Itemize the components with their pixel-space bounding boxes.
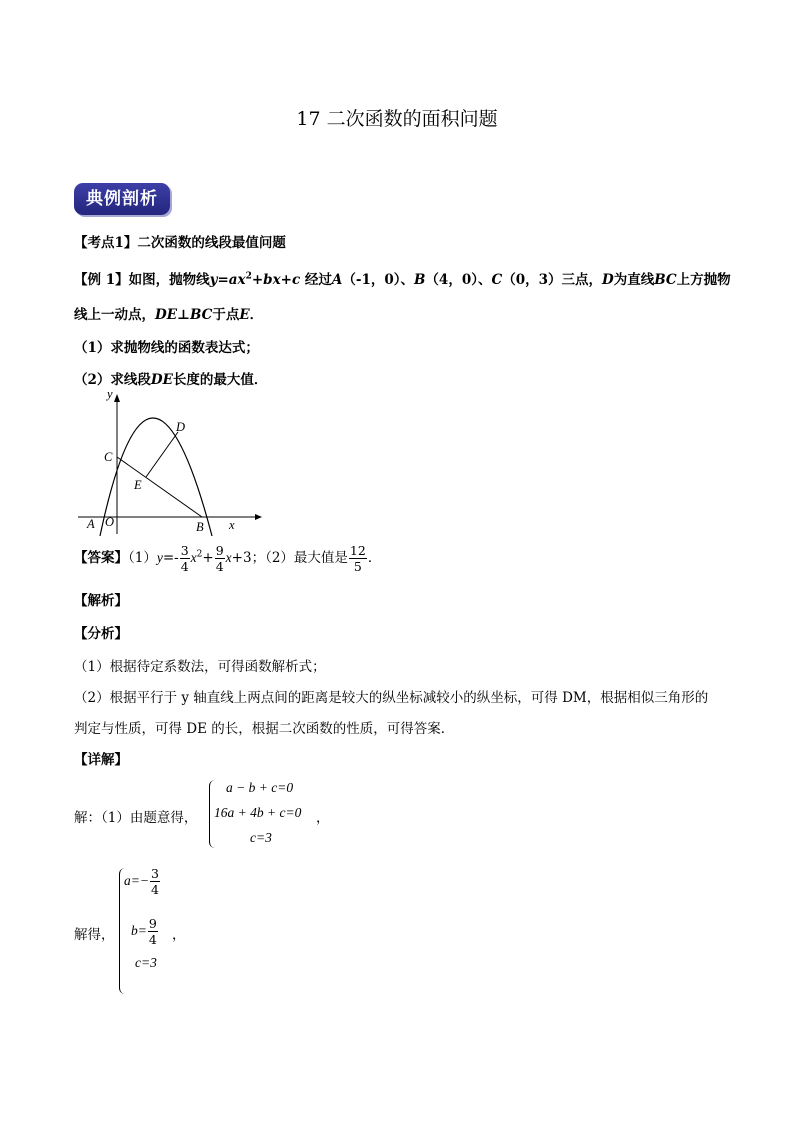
- coord-C: （0，3）三点，: [502, 272, 603, 288]
- jiexi-heading: 【解析】: [74, 593, 128, 609]
- x-axis-arrow: [255, 514, 262, 520]
- example-line-1: [74, 268, 731, 288]
- y-axis-arrow: [114, 394, 120, 402]
- label-B: B: [196, 520, 204, 534]
- q2-text: 长度的最大值．: [172, 372, 268, 388]
- label-D: D: [176, 420, 186, 434]
- fenxi-line-3: 判定与性质，可得 DE 的长，根据二次函数的性质，可得答案．: [74, 721, 455, 737]
- system2-comma: ，: [172, 927, 186, 943]
- fraction-9-4: [215, 543, 225, 574]
- sys2-b-lhs: b=: [131, 923, 147, 938]
- system1-eq2: 16a + 4b + c=0: [214, 805, 302, 820]
- fraction-3-4: [150, 866, 160, 897]
- segment-DE: [146, 432, 178, 477]
- answer-line: [74, 543, 381, 574]
- frac-den: 5: [353, 559, 362, 574]
- fraction-9-4: [148, 916, 158, 947]
- eq-y: y: [209, 272, 218, 288]
- solution-step-2: 解得，: [74, 927, 115, 943]
- kaodian-tag: 【考点1】: [74, 235, 138, 251]
- system2-b: [131, 916, 159, 947]
- frac-den: 4: [215, 559, 224, 574]
- kaodian-text: 二次函数的线段最值问题: [137, 235, 286, 251]
- answer-plus: +: [202, 550, 214, 566]
- label-A: A: [87, 517, 95, 531]
- point-C: C: [491, 272, 503, 288]
- frac-num: 9: [148, 916, 157, 931]
- example-text: ．: [249, 307, 264, 323]
- xiangjie-heading: 【详解】: [74, 752, 128, 768]
- frac-den: 4: [180, 559, 189, 574]
- frac-num: 12: [349, 543, 366, 558]
- example-tag: 【例 1】: [74, 272, 129, 288]
- answer-text: （1）: [128, 550, 157, 566]
- answer-y: y: [156, 550, 163, 565]
- frac-num: 9: [215, 543, 224, 558]
- answer-sup: 2: [196, 549, 203, 560]
- system1-eq3: c=3: [250, 830, 272, 845]
- coord-B: （4，0）、: [425, 272, 492, 288]
- answer-text: ．: [367, 550, 382, 566]
- eq-ax: ax: [228, 272, 246, 288]
- q2-text: （2）求线段: [74, 372, 151, 388]
- de-perp-bc: DE⊥BC: [155, 307, 213, 323]
- fenxi-line-2: （2）根据平行于 y 轴直线上两点间的距离是较大的纵坐标减较小的纵坐标，可得 DM，根据相似三角形的: [74, 690, 709, 706]
- line-BC: BC: [654, 272, 677, 288]
- example-text: 为直线: [613, 272, 655, 288]
- coord-A: （-1，0）、: [342, 272, 414, 288]
- segment-DE: DE: [150, 372, 173, 388]
- frac-den: 4: [150, 882, 159, 897]
- point-D: D: [602, 272, 614, 288]
- sys2-a-lhs: a=−: [124, 873, 149, 888]
- system2-c: c=3: [135, 955, 157, 970]
- answer-tag: 【答案】: [74, 550, 128, 566]
- example-line-2: [74, 303, 263, 323]
- label-y: y: [107, 388, 113, 401]
- fenxi-heading: 【分析】: [74, 626, 128, 642]
- frac-den: 4: [148, 932, 157, 947]
- fenxi-line-1: （1）根据待定系数法，可得函数解析式；: [74, 659, 326, 675]
- system2-a: [124, 866, 161, 897]
- point-B: B: [414, 272, 426, 288]
- system1-eq1: a − b + c=0: [226, 780, 294, 795]
- fraction-3-4: [180, 543, 190, 574]
- example-text: 线上一动点，: [74, 307, 155, 323]
- page-title: 17 二次函数的面积问题: [296, 108, 498, 130]
- point-A: A: [331, 272, 343, 288]
- solution-step-1: 解：（1）由题意得，: [74, 810, 198, 826]
- example-text: 经过: [300, 272, 332, 288]
- answer-x: x: [225, 550, 232, 565]
- eq-sign: =: [217, 272, 229, 288]
- system1-comma: ，: [316, 810, 330, 826]
- label-O: O: [105, 515, 115, 529]
- answer-x: x: [190, 550, 197, 565]
- answer-text: （2）最大值是: [265, 550, 348, 566]
- answer-text: +3；: [231, 550, 266, 566]
- label-C: C: [104, 450, 113, 464]
- eq-sup: 2: [245, 271, 252, 282]
- answer-eq: =-: [162, 550, 179, 566]
- segment-BC: [117, 457, 202, 517]
- question-2: [74, 368, 267, 388]
- example-text: 于点: [212, 307, 240, 323]
- example-text: 上方抛物: [676, 272, 731, 288]
- fraction-12-5: [349, 543, 367, 574]
- parabola-figure: [70, 388, 270, 540]
- eq-rest: +bx+c: [251, 272, 301, 288]
- point-E: E: [239, 307, 250, 323]
- example-text: 如图，抛物线: [128, 272, 210, 288]
- label-x: x: [229, 518, 235, 532]
- label-E: E: [134, 478, 142, 492]
- question-1: （1）求抛物线的函数表达式；: [74, 340, 259, 356]
- kaodian-line: [74, 231, 286, 251]
- frac-num: 3: [180, 543, 189, 558]
- frac-num: 3: [150, 866, 159, 881]
- section-badge: 典例剖析: [74, 183, 170, 215]
